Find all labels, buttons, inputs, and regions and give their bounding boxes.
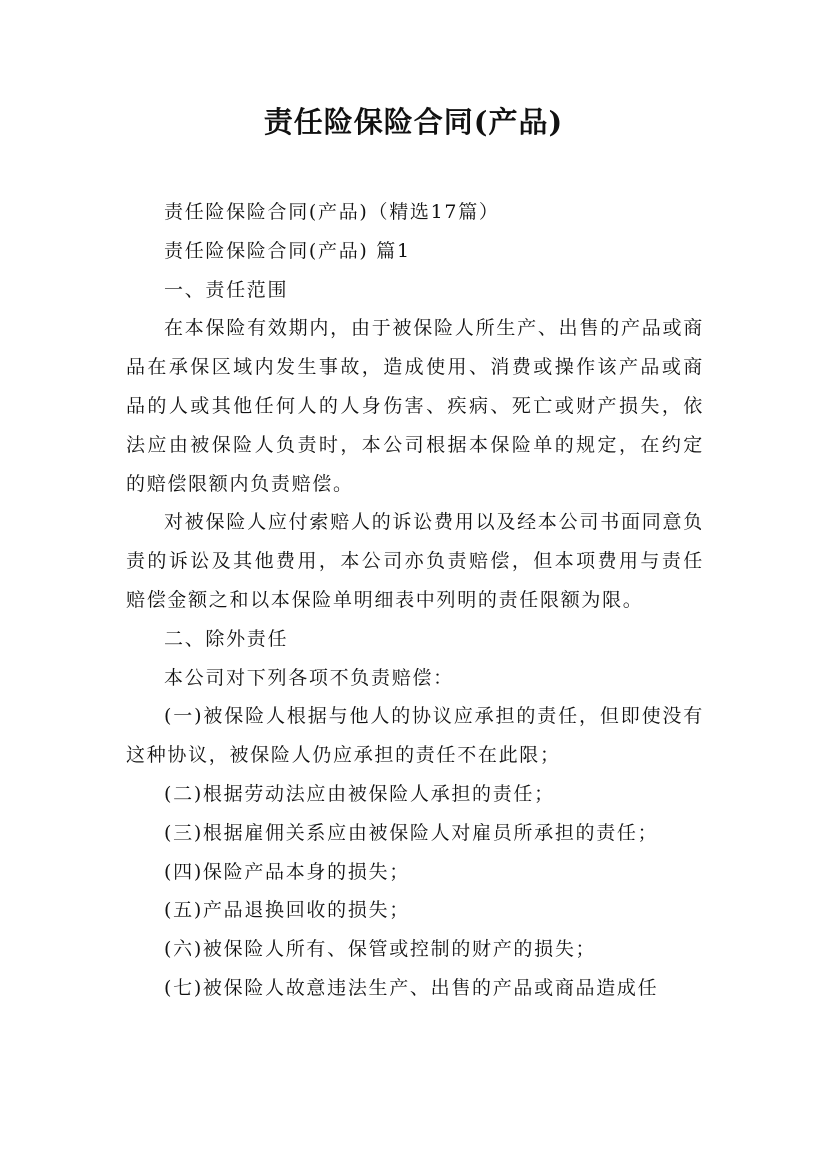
list-item: (二)根据劳动法应由被保险人承担的责任； (164, 782, 555, 805)
section-heading: 责任险保险合同(产品) 篇1 (164, 239, 411, 262)
paragraph: 本公司对下列各项不负责赔偿： (164, 666, 454, 689)
document-body (126, 193, 704, 1008)
list-item: (六)被保险人所有、保管或控制的财产的损失； (164, 938, 597, 961)
list-item: (五)产品退换回收的损失； (164, 899, 410, 922)
document-subtitle: 责任险保险合同(产品)（精选17篇） (164, 201, 500, 223)
list-item: (七)被保险人故意违法生产、出售的产品或商品造成任 (164, 976, 659, 999)
paragraph: 对被保险人应付索赔人的诉讼费用以及经本公司书面同意负责的诉讼及其他费用，本公司亦负责赔偿，但本项费用与责任赔偿金额之和以本保险单明细表中列明的责任限额为限。 (126, 511, 704, 611)
document-title: 责任险保险合同(产品) (263, 105, 564, 139)
clause-heading: 一、责任范围 (164, 278, 289, 301)
list-item: (一)被保险人根据与他人的协议应承担的责任，但即使没有这种协议，被保险人仍应承担的责任不在此限； (126, 705, 704, 767)
clause-heading: 二、除外责任 (164, 627, 289, 650)
list-item: (四)保险产品本身的损失； (164, 860, 410, 883)
list-item: (三)根据雇佣关系应由被保险人对雇员所承担的责任； (164, 821, 659, 844)
paragraph: 在本保险有效期内，由于被保险人所生产、出售的产品或商品在承保区域内发生事故，造成使用、消费或操作该产品或商品的人或其他任何人的人身伤害、疾病、死亡或财产损失，依法应由被保险人负责时，本公司根据本保险单的规定，在约定的赔偿限额内负责赔偿。 (126, 317, 704, 495)
